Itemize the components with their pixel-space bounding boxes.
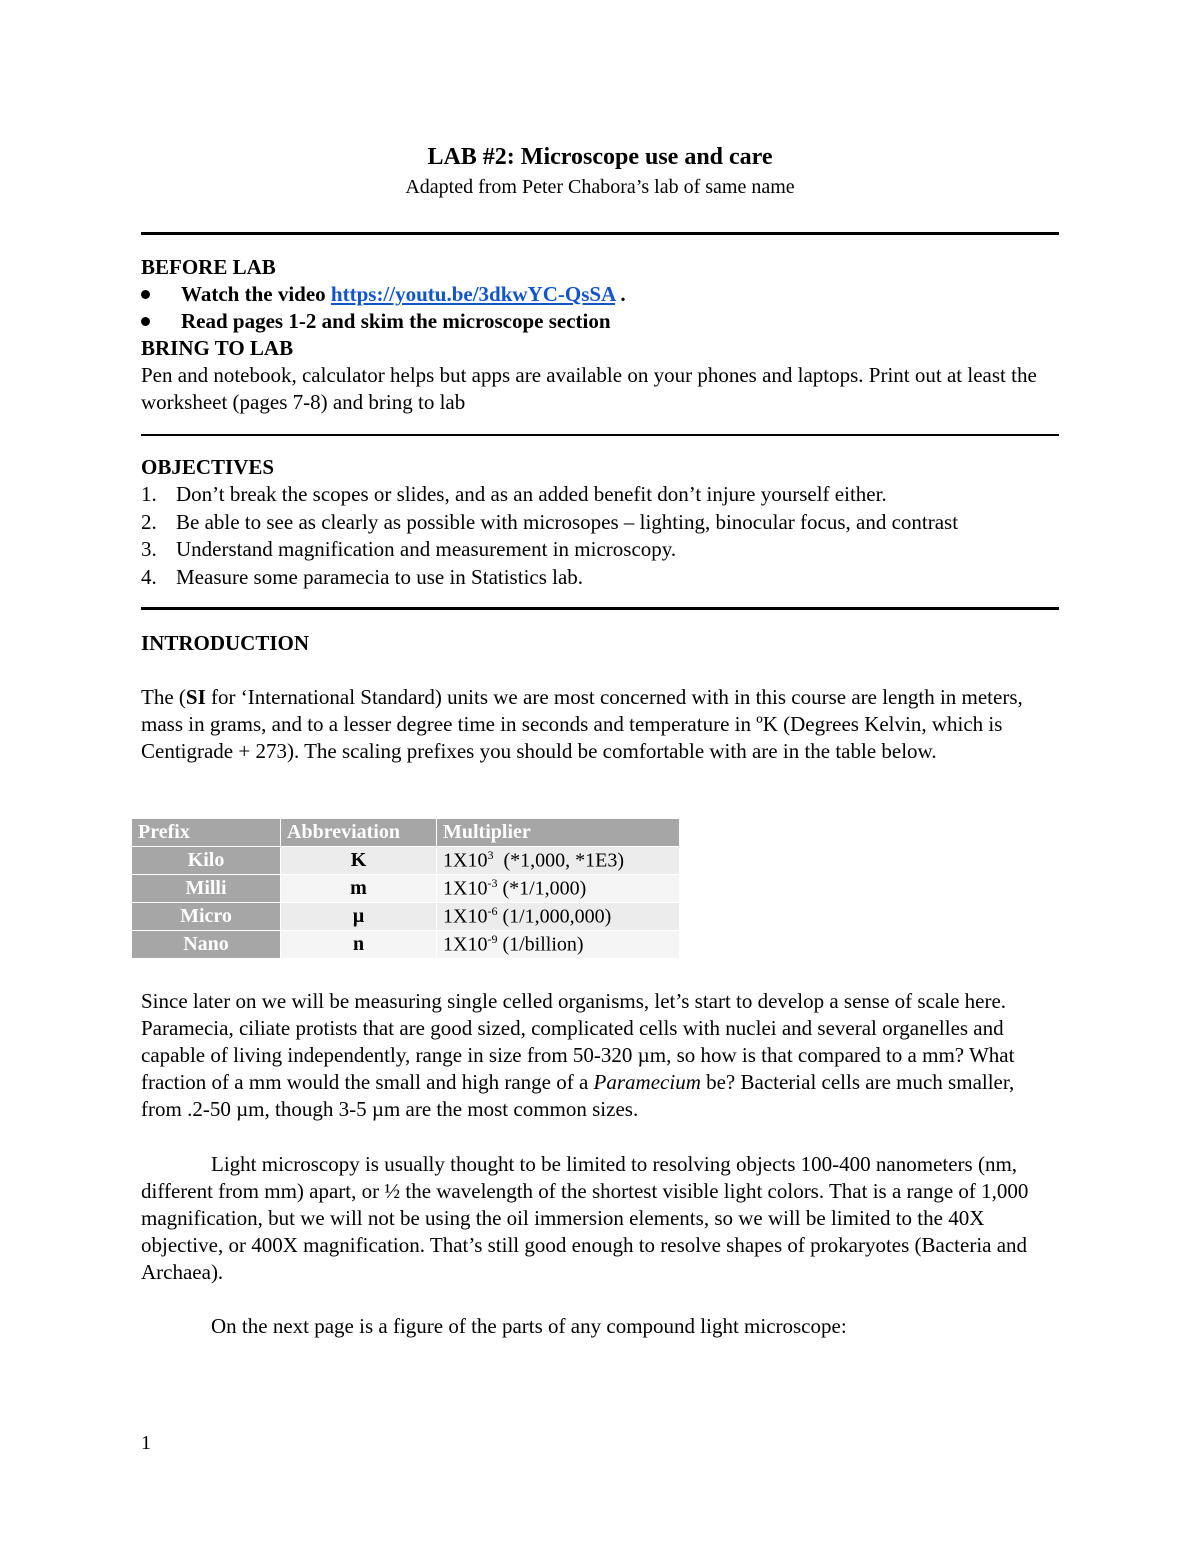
si-term: SI — [185, 685, 206, 709]
introduction-heading: INTRODUCTION — [141, 631, 310, 655]
multiplier-cell: $1X10^{-3}$ (*1/1,000) — [437, 875, 680, 903]
prefix-cell: Micro — [132, 903, 281, 931]
bring-to-lab-heading: BRING TO LAB — [141, 336, 294, 360]
column-header: Multiplier — [437, 819, 680, 847]
objective-text: Understand magnification and measurement in microscopy. — [176, 537, 677, 561]
page-title: LAB #2: Microscope use and care — [427, 144, 773, 170]
bring-to-lab-text: Pen and notebook, calculator helps but apps are available on your phones and laptops. Print out at least the worksheet (pages 7-8) and bring to lab — [141, 363, 1037, 414]
multiplier-cell: $1X10^{-9}$ (1/billion) — [437, 931, 680, 959]
list-item — [141, 281, 1059, 308]
page-subtitle: Adapted from Peter Chabora’s lab of same name — [405, 176, 795, 198]
table-row — [132, 931, 680, 959]
list-number: 1. — [141, 482, 157, 506]
list-item — [141, 564, 1059, 592]
page-number: 1 — [141, 1432, 151, 1454]
paragraph-text: The ( — [141, 685, 186, 709]
before-lab-item-label: Watch the video — [181, 282, 326, 306]
multiplier-cell: $1X10^{-6}$ (1/1,000,000) — [437, 903, 680, 931]
list-item — [141, 308, 1059, 335]
before-lab-item-label: Read pages 1-2 and skim the microscope section — [181, 309, 611, 333]
objectives-section — [141, 454, 1059, 591]
paragraph-text: Since later on we will be measuring single celled organisms, let’s start to develop a sense of scale here. Paramecia, ciliate protists that are good sized, complicated cells with nuclei and several organelles and capable of living independently, range in size from 50-320 µm, so how is that compared to a mm? What fraction of a mm would the small and high range of a — [141, 989, 1015, 1094]
video-link[interactable]: https://youtu.be/3dkwYC-QsSA — [330, 282, 616, 306]
column-header: Abbreviation — [281, 819, 437, 847]
prefix-cell: Nano — [132, 931, 281, 959]
prefix-table — [131, 818, 680, 959]
abbreviation-cell: µ — [281, 903, 437, 931]
intro-paragraph: Light microscopy is usually thought to be limited to resolving objects 100-400 nanometers (nm, different from mm) apart, or ½ the wavelength of the shortest visible light colors. That is a range of 1,000 magnification, but we will not be using the oil immersion elements, so we will be limited to the 40X objective, or 400X magnification. That’s still good enough to resolve shapes of prokaryotes (Bacteria and Archaea). — [141, 1152, 1029, 1284]
paragraph-text: for ‘International Standard) units we are most concerned with in this course are length in meters, mass in grams, and to a lesser degree time in seconds and temperature in ºK (Degrees Kelvin, which is Centigrade + 273). The scaling prefixes you should be comfortable with are in the table below. — [141, 685, 1023, 763]
abbreviation-cell: n — [281, 931, 437, 959]
table-row — [132, 847, 680, 875]
bullet-icon — [141, 317, 150, 326]
prefix-cell: Milli — [132, 875, 281, 903]
bullet-icon — [141, 290, 150, 299]
paramecium-term: Paramecium — [593, 1070, 701, 1094]
section-divider — [141, 434, 1059, 436]
list-number: 4. — [141, 564, 157, 589]
objectives-heading: OBJECTIVES — [141, 455, 275, 479]
intro-paragraph: On the next page is a figure of the parts of any compound light microscope: — [211, 1314, 847, 1338]
prefix-cell: Kilo — [132, 847, 281, 875]
intro-paragraph — [141, 988, 1059, 1123]
section-divider — [141, 232, 1059, 235]
before-lab-item-suffix: . — [615, 282, 626, 306]
before-lab-heading: BEFORE LAB — [141, 255, 276, 279]
list-item — [141, 509, 1059, 537]
intro-paragraph — [141, 684, 1059, 765]
objective-text: Don’t break the scopes or slides, and as an added benefit don’t injure yourself either. — [176, 482, 887, 506]
section-divider — [141, 607, 1059, 610]
column-header: Prefix — [132, 819, 281, 847]
table-row — [132, 875, 680, 903]
abbreviation-cell: K — [281, 847, 437, 875]
paragraph-text: be? Bacterial cells are much smaller, from .2-50 µm, though 3-5 µm are the most common sizes. — [141, 1070, 1015, 1121]
objective-text: Be able to see as clearly as possible with microsopes – lighting, binocular focus, and contrast — [176, 509, 959, 534]
objective-text: Measure some paramecia to use in Statistics lab. — [176, 564, 584, 589]
abbreviation-cell: m — [281, 875, 437, 903]
list-number: 2. — [141, 509, 157, 534]
list-item — [141, 536, 1059, 564]
table-header-row — [132, 819, 680, 847]
before-lab-section — [141, 254, 1059, 416]
list-item — [141, 481, 1059, 509]
table-row — [132, 903, 680, 931]
multiplier-cell: $1X10^3$ (*1,000, *1E3) — [437, 847, 680, 875]
list-number: 3. — [141, 537, 157, 561]
